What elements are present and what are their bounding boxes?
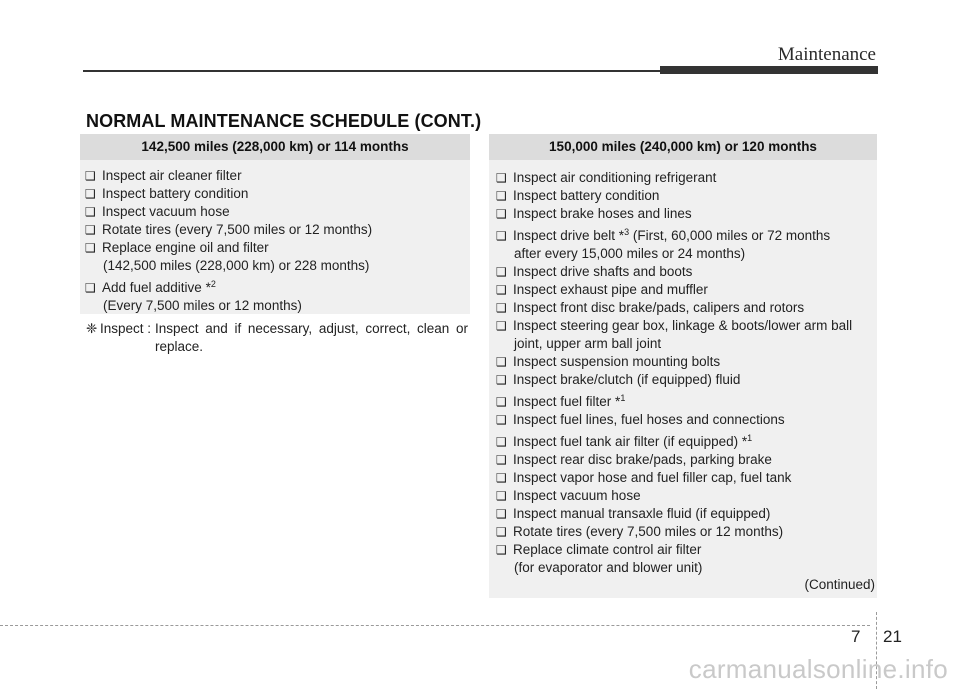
checkbox-icon: ❑ [496, 283, 507, 297]
checklist-item-text: Inspect air conditioning refrigerant [513, 170, 717, 185]
checkbox-icon: ❑ [85, 223, 96, 237]
footnote-marker: 1 [620, 393, 626, 403]
checklist-item-text: Inspect battery condition [513, 188, 660, 203]
checklist-item [496, 451, 877, 469]
checkbox-icon: ❑ [85, 187, 96, 201]
checklist-item-text: joint, upper arm ball joint [514, 336, 662, 351]
inspect-note [86, 320, 468, 356]
checklist-item [496, 187, 877, 205]
schedule-panel-150000 [489, 134, 877, 598]
checklist-item [496, 429, 877, 451]
checklist-item-text: Inspect fuel filter * [513, 394, 621, 409]
watermark: carmanualsonline.info [688, 654, 948, 684]
checklist-item-text: Inspect drive shafts and boots [513, 264, 693, 279]
checklist-item-text: Inspect suspension mounting bolts [513, 354, 721, 369]
checklist-item [496, 411, 877, 429]
footnote-marker: 3 [624, 227, 630, 237]
checklist-item-text: Replace engine oil and filter [102, 240, 269, 255]
schedule-panel-142500 [80, 134, 470, 314]
checklist-item-text: (for evaporator and blower unit) [514, 560, 703, 575]
panel-heading: 142,500 miles (228,000 km) or 114 months [80, 134, 470, 160]
checklist-item [85, 203, 470, 221]
header-title: Maintenance [777, 44, 876, 65]
checkbox-icon: ❑ [496, 265, 507, 279]
checklist-item [496, 205, 877, 223]
checklist-item [496, 335, 877, 353]
checklist-item [496, 353, 877, 371]
checkbox-icon: ❑ [496, 413, 507, 427]
checkbox-icon: ❑ [496, 373, 507, 387]
checklist-item-text: (Every 7,500 miles or 12 months) [103, 298, 302, 313]
checklist [489, 160, 877, 577]
checklist-item [496, 169, 877, 187]
checkbox-icon: ❑ [496, 489, 507, 503]
chapter-number: 7 [851, 627, 861, 646]
checkbox-icon: ❑ [496, 229, 507, 243]
checklist-item-text-cont: (First, 60,000 miles or 72 months [629, 228, 831, 243]
continued-label: (Continued) [804, 577, 875, 592]
footer-dashed-rule [0, 625, 870, 626]
checklist-item [496, 281, 877, 299]
checklist-item-text: Add fuel additive * [102, 280, 211, 295]
checklist-item-text: Inspect manual transaxle fluid (if equipped) [513, 506, 771, 521]
checklist-item [496, 263, 877, 281]
checkbox-icon: ❑ [496, 171, 507, 185]
checklist-item [496, 505, 877, 523]
checklist-item-text: Inspect air cleaner filter [102, 168, 242, 183]
checklist-item [496, 559, 877, 577]
checkbox-icon: ❑ [85, 169, 96, 183]
checklist [80, 160, 470, 315]
checklist-item [85, 221, 470, 239]
checklist-item-text: Inspect drive belt * [513, 228, 625, 243]
checklist-item [496, 299, 877, 317]
checkbox-icon: ❑ [496, 453, 507, 467]
checklist-item [85, 167, 470, 185]
checklist-item-text: Inspect fuel lines, fuel hoses and connections [513, 412, 785, 427]
checklist-item [496, 389, 877, 411]
header-rule-thin [83, 70, 660, 72]
note-label: Inspect : [100, 321, 152, 336]
checklist-item-text: Inspect brake/clutch (if equipped) fluid [513, 372, 741, 387]
checklist-item-text: Rotate tires (every 7,500 miles or 12 months) [513, 524, 784, 539]
checklist-item [85, 239, 470, 257]
checkbox-icon: ❑ [496, 395, 507, 409]
panel-heading: 150,000 miles (240,000 km) or 120 months [489, 134, 877, 160]
checklist-item-text: Inspect vapor hose and fuel filler cap, fuel tank [513, 470, 792, 485]
note-text: Inspect and if necessary, adjust, correct, clean or replace. [155, 321, 468, 354]
checklist-item-text: Inspect vacuum hose [513, 488, 641, 503]
checklist-item-text: Inspect steering gear box, linkage & boots/lower arm ball [513, 318, 853, 333]
checkbox-icon: ❑ [85, 241, 96, 255]
checklist-item-text: Inspect fuel tank air filter (if equipped) * [513, 434, 748, 449]
checklist-item-text: Inspect battery condition [102, 186, 249, 201]
checklist-item-text: Replace climate control air filter [513, 542, 702, 557]
checklist-item [496, 523, 877, 541]
section-title: NORMAL MAINTENANCE SCHEDULE (CONT.) [86, 111, 482, 131]
checkbox-icon: ❑ [496, 471, 507, 485]
page-number: 21 [883, 627, 902, 646]
checklist-item-text: Inspect front disc brake/pads, calipers and rotors [513, 300, 805, 315]
checklist-item [496, 541, 877, 559]
checkbox-icon: ❑ [496, 189, 507, 203]
checkbox-icon: ❑ [496, 525, 507, 539]
checklist-item-text: Rotate tires (every 7,500 miles or 12 months) [102, 222, 373, 237]
checkbox-icon: ❑ [496, 319, 507, 333]
checklist-item [496, 487, 877, 505]
checklist-item-text: after every 15,000 miles or 24 months) [514, 246, 746, 261]
footnote-marker: 1 [747, 433, 753, 443]
checkbox-icon: ❑ [496, 355, 507, 369]
checklist-item [496, 245, 877, 263]
checkbox-icon: ❑ [496, 207, 507, 221]
header-rule-thick [660, 66, 878, 74]
checkbox-icon: ❑ [496, 301, 507, 315]
checklist-item [496, 317, 877, 335]
note-asterisk-icon: ❈ [86, 321, 98, 336]
checklist-item [85, 257, 470, 275]
checklist-item [496, 371, 877, 389]
checklist-item-text: Inspect vacuum hose [102, 204, 230, 219]
checklist-item-text: Inspect brake hoses and lines [513, 206, 692, 221]
checklist-item-text: Inspect rear disc brake/pads, parking brake [513, 452, 772, 467]
checkbox-icon: ❑ [496, 435, 507, 449]
checkbox-icon: ❑ [85, 205, 96, 219]
checkbox-icon: ❑ [85, 281, 96, 295]
checklist-item-text: Inspect exhaust pipe and muffler [513, 282, 708, 297]
checklist-item-text: (142,500 miles (228,000 km) or 228 months) [103, 258, 370, 273]
checkbox-icon: ❑ [496, 507, 507, 521]
checklist-item [85, 275, 470, 297]
checklist-item [85, 297, 470, 315]
checklist-item [496, 469, 877, 487]
checkbox-icon: ❑ [496, 543, 507, 557]
footnote-marker: 2 [210, 279, 216, 289]
checklist-item [85, 185, 470, 203]
checklist-item [496, 223, 877, 245]
